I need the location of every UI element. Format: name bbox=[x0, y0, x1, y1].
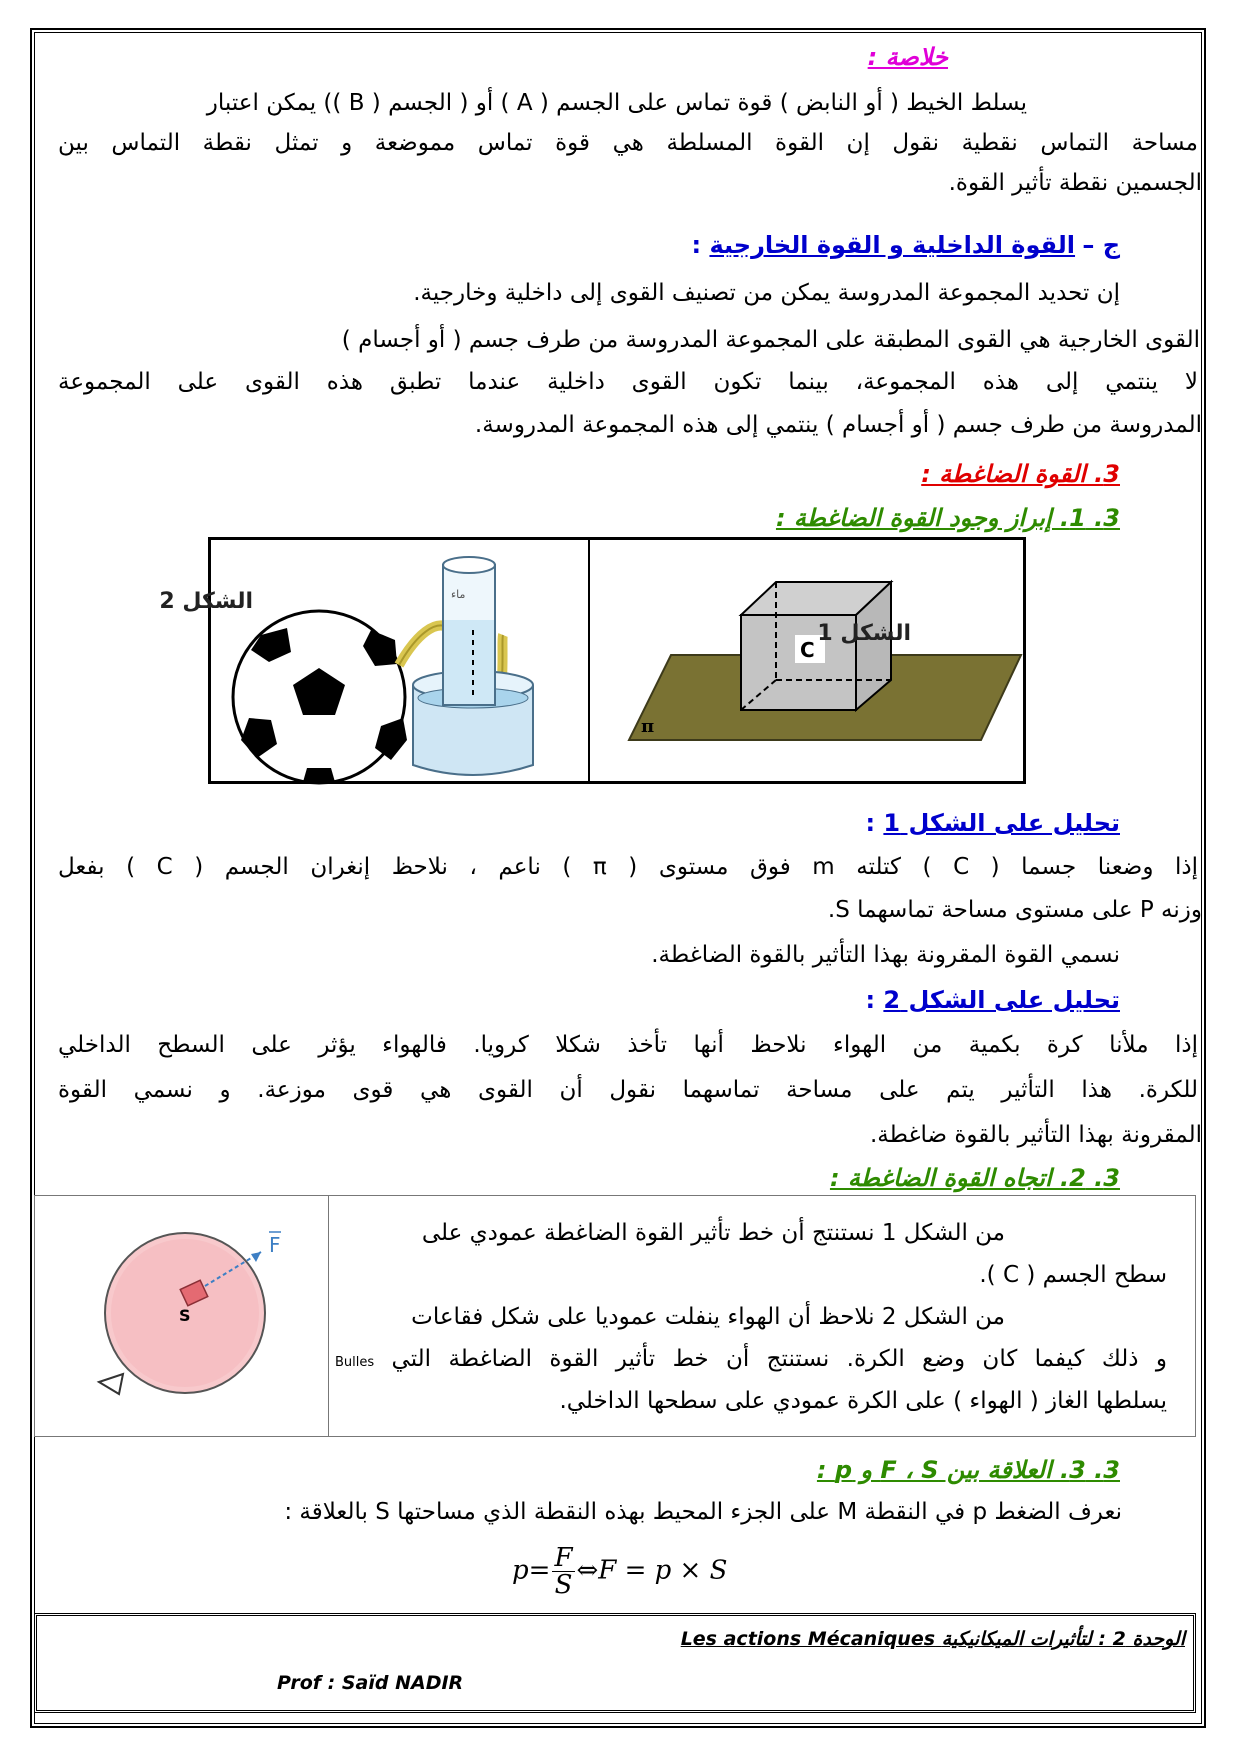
analysis-2-line-1: إذا ملأنا كرة بكمية من الهواء نلاحظ أنها تأخذ شكلا كرويا. فالهواء يؤثر على السطح الداخلي bbox=[58, 1032, 1198, 1058]
direction-table bbox=[34, 1195, 1196, 1437]
analysis-2-heading: تحليل على الشكل 2 : bbox=[865, 986, 1120, 1014]
footer-title-fr: Les actions Mécaniques bbox=[680, 1628, 936, 1650]
analysis-1-line-1: إذا وضعنا جسما ( C ) كتلته m فوق مستوى ( π ) ناعم ، نلاحظ إنغران الجسم ( C ) بفعل bbox=[58, 854, 1198, 880]
figure-2-label: الشكل 2 bbox=[159, 589, 253, 614]
figure-illustration bbox=[159, 540, 1023, 781]
formula-numerator: F bbox=[554, 1543, 573, 1573]
plane-label: π bbox=[641, 716, 655, 737]
summary-heading: خلاصة : bbox=[867, 43, 948, 71]
surface-label: S bbox=[179, 1306, 191, 1325]
analysis-1-line-2: وزنه P على مستوى مساحة تماسهما S. bbox=[827, 897, 1202, 923]
figure-1-label: الشكل 1 bbox=[817, 621, 911, 646]
section-j-heading: ج – القوة الداخلية و القوة الخارجية : bbox=[691, 231, 1120, 259]
direction-line-4: و ذلك كيفما كان وضع الكرة. نستنتج أن خط تأثير القوة الضاغطة التي Bulles bbox=[335, 1346, 1168, 1372]
analysis-1-heading: تحليل على الشكل 1 : bbox=[865, 809, 1120, 837]
pressure-formula bbox=[512, 1545, 727, 1598]
analysis-2-line-3: المقرونة بهذا التأثير بالقوة ضاغطة. bbox=[869, 1122, 1202, 1148]
page-footer bbox=[34, 1613, 1196, 1713]
section-j-line-4: المدروسة من طرف جسم ( أو أجسام ) ينتمي إلى هذه المجموعة المدروسة. bbox=[474, 412, 1202, 438]
section-j-line-1: إن تحديد المجموعة المدروسة يمكن من تصنيف القوى إلى داخلية وخارجية. bbox=[413, 280, 1120, 306]
soccer-ball bbox=[233, 611, 407, 783]
formula-rhs: F = p × S bbox=[598, 1555, 728, 1586]
force-label: F bbox=[269, 1233, 281, 1257]
formula-p: p bbox=[512, 1555, 529, 1586]
analysis-2-line-2: للكرة. هذا التأثير يتم على مساحة تماسهما نقول أن القوى هي قوى موزعة. و نسمي القوة bbox=[58, 1077, 1198, 1103]
summary-line-1: يسلط الخيط ( أو النابض ) قوة تماس على الجسم ( A ) أو ( الجسم ( B )) يمكن اعتبار bbox=[206, 90, 1027, 116]
summary-line-2: مساحة التماس نقطية نقول إن القوة المسلطة هي قوة تماس مموضعة و تمثل نقطة التماس بين bbox=[58, 130, 1198, 156]
section-3-3-heading: 3. 3. العلاقة بين F ، S و p : bbox=[816, 1456, 1120, 1484]
figure-box bbox=[159, 537, 1026, 784]
formula-iff: ⇔ bbox=[576, 1555, 599, 1586]
section-3-heading: 3. القوة الضاغطة : bbox=[921, 460, 1120, 488]
balloon-illustration bbox=[35, 1196, 325, 1436]
bulles-word: Bulles bbox=[335, 1355, 375, 1370]
block-c bbox=[741, 582, 891, 710]
summary-line-3: الجسمين نقطة تأثير القوة. bbox=[948, 170, 1202, 196]
direction-line-5: يسلطها الغاز ( الهواء ) على الكرة عمودي على سطحها الداخلي. bbox=[559, 1388, 1167, 1414]
direction-line-1: من الشكل 1 نستنتج أن خط تأثير القوة الضاغطة عمودي على bbox=[421, 1220, 1005, 1246]
direction-line-3: من الشكل 2 نلاحظ أن الهواء ينفلت عموديا على شكل فقاعات bbox=[411, 1304, 1005, 1330]
formula-denominator: S bbox=[554, 1570, 573, 1600]
analysis-1-line-3: نسمي القوة المقرونة بهذا التأثير بالقوة الضاغطة. bbox=[651, 942, 1120, 968]
footer-prof: Prof : Saïd NADIR bbox=[277, 1672, 464, 1694]
water-label: ماء bbox=[451, 588, 466, 601]
direction-line-2: سطح الجسم ( C ). bbox=[979, 1262, 1167, 1288]
relation-line: نعرف الضغط p في النقطة M على الجزء المحيط بهذه النقطة الذي مساحتها S بالعلاقة : bbox=[284, 1499, 1122, 1525]
section-3-1-heading: 3. 1. إبراز وجود القوة الضاغطة : bbox=[775, 504, 1120, 532]
section-3-2-heading: 3. 2. اتجاه القوة الضاغطة : bbox=[829, 1164, 1120, 1192]
formula-eq: = bbox=[528, 1555, 551, 1586]
section-j-line-3: لا ينتمي إلى هذه المجموعة، بينما تكون القوى داخلية عندما تطبق هذه القوى على المجموعة bbox=[58, 369, 1198, 395]
formula-fraction bbox=[552, 1545, 574, 1598]
section-j-line-2: القوى الخارجية هي القوى المطبقة على المجموعة المدروسة من طرف جسم ( أو أجسام ) bbox=[341, 327, 1200, 353]
direction-table-divider bbox=[328, 1196, 329, 1436]
footer-title: الوحدة 2 : لتأثيرات الميكانيكية Les actions Mécaniques bbox=[680, 1628, 1185, 1650]
inverted-cylinder bbox=[443, 557, 495, 705]
block-label: C bbox=[800, 638, 815, 662]
